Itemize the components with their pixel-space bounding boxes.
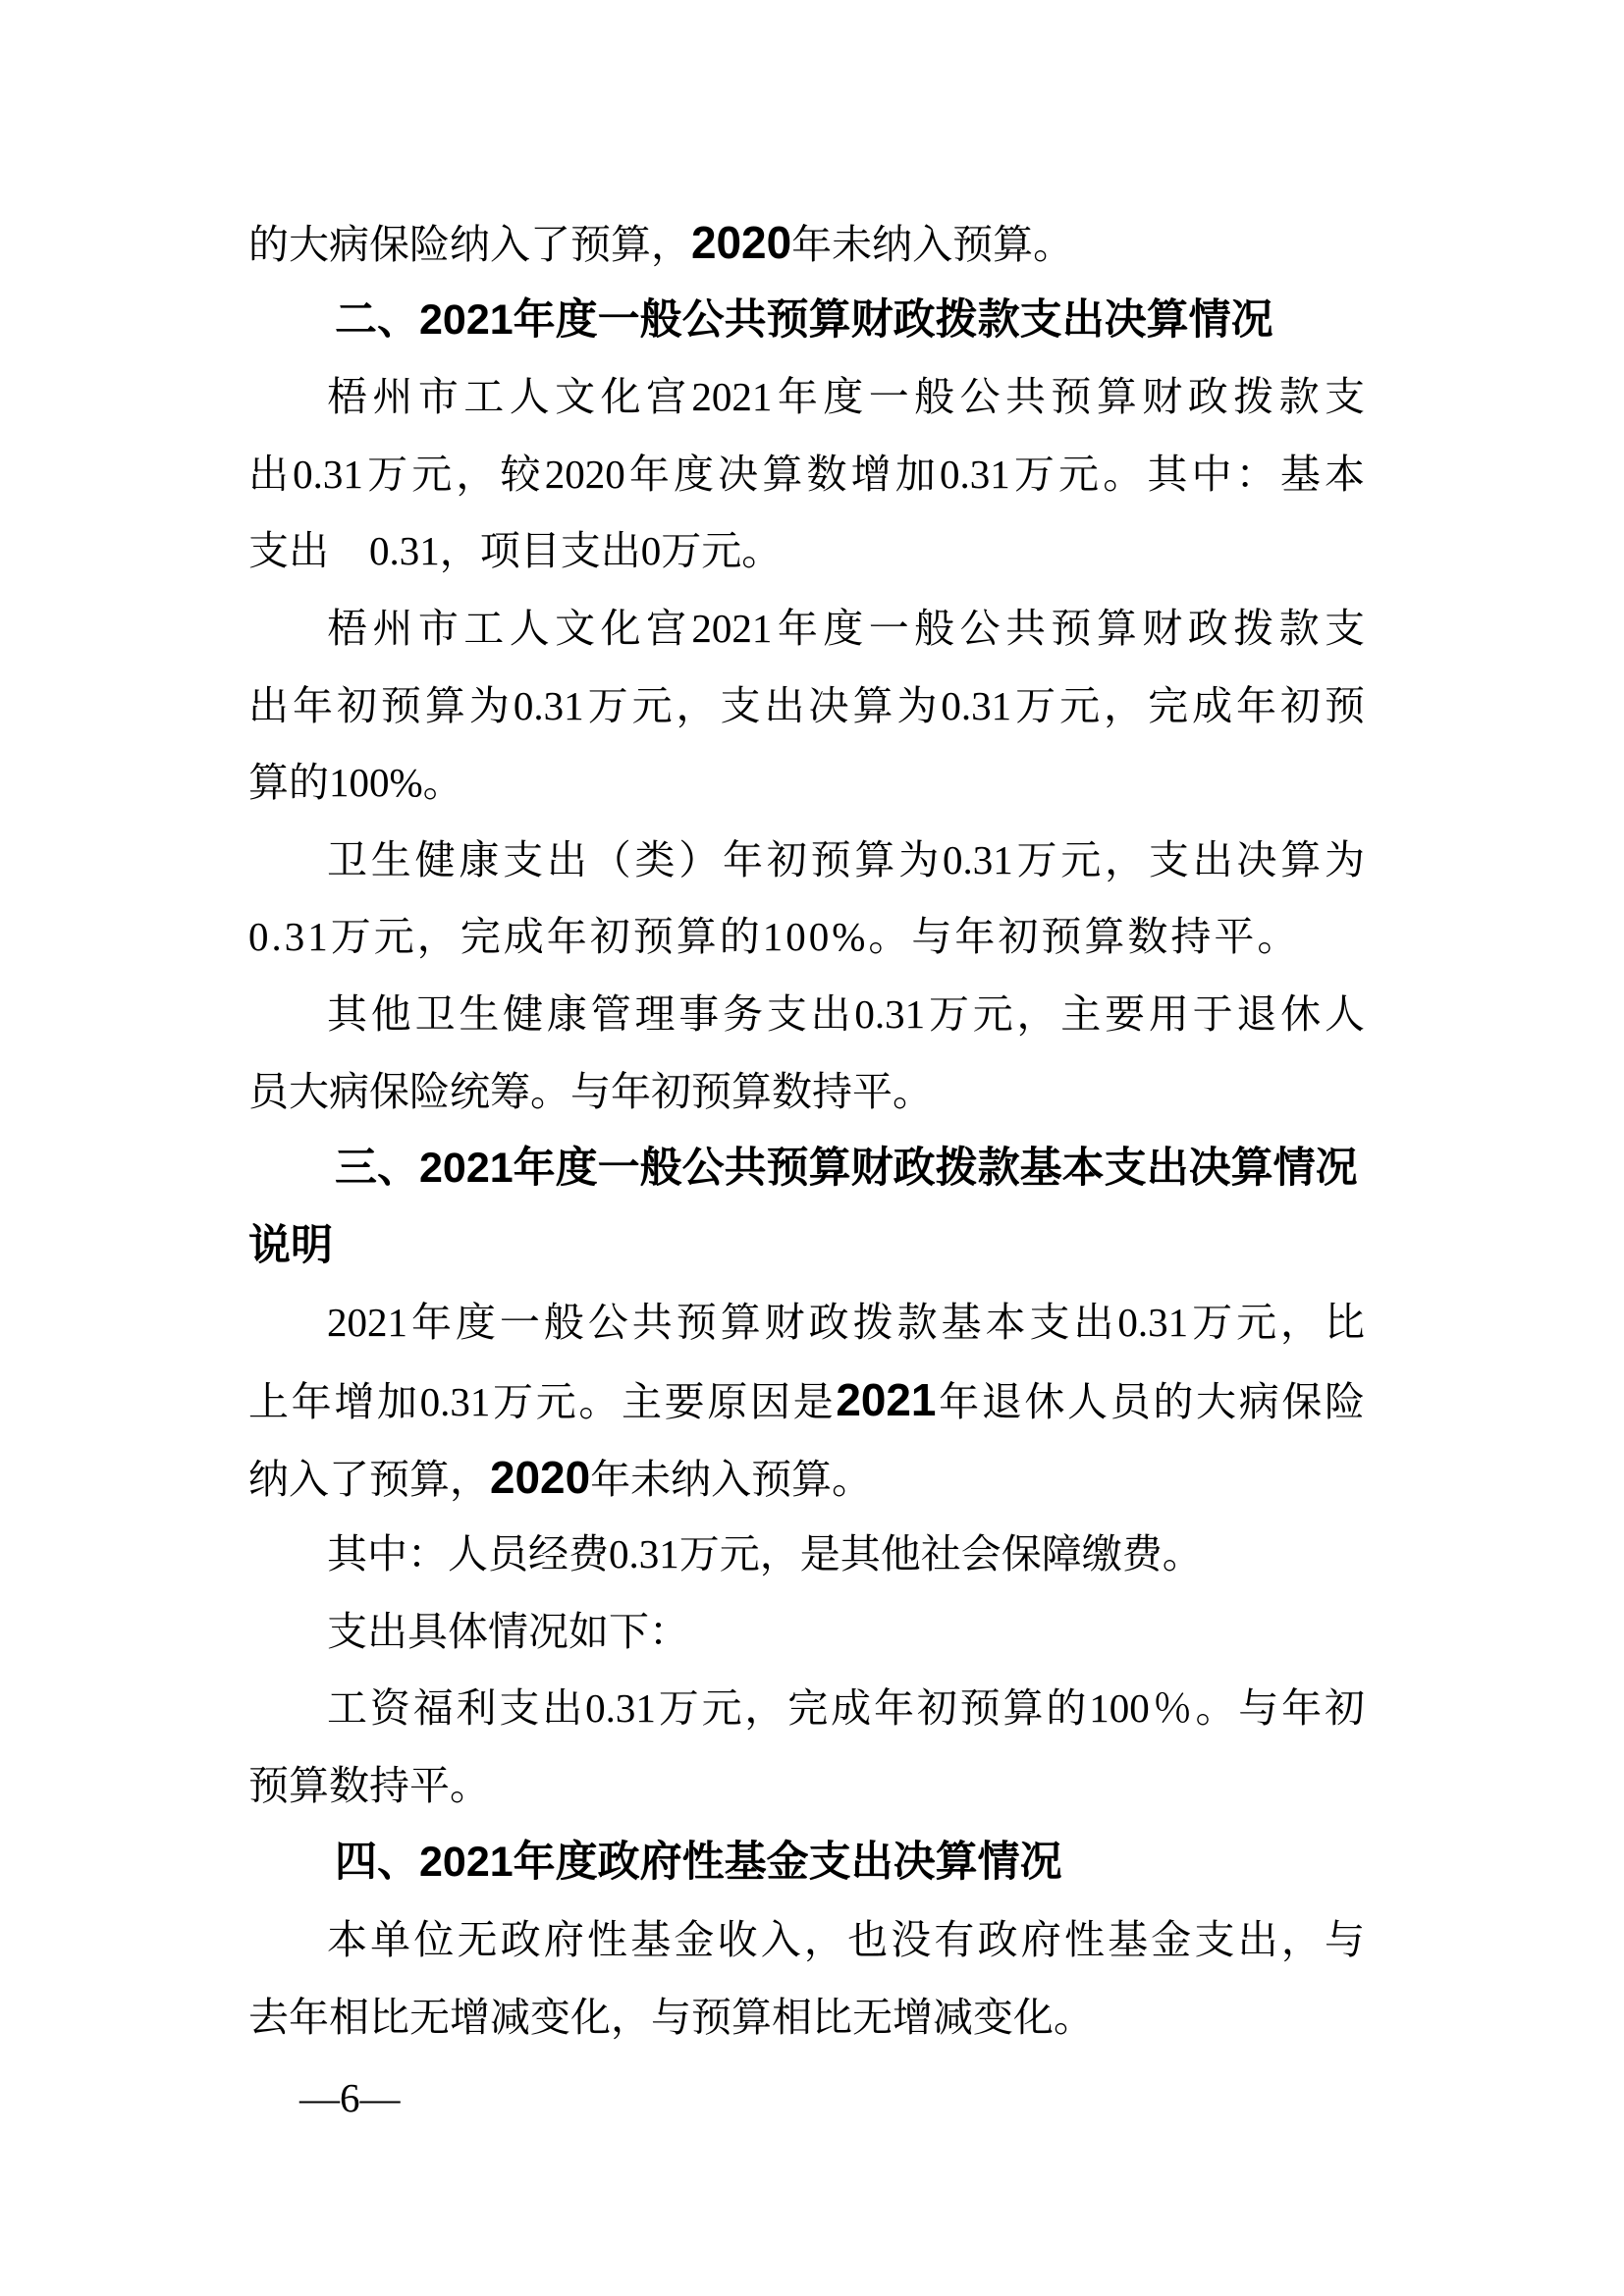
text-segment: 卫生健康支出（类）年初预算为0.31万元，支出决算为: [327, 836, 1365, 882]
heading-text: 二、2021年度一般公共预算财政拨款支出决算情况: [335, 295, 1273, 344]
text-segment: 0.31万元，完成年初预算的100%。与年初预算数持平。: [248, 914, 1301, 960]
text-segment: 算的100%。: [248, 760, 463, 806]
text-segment: 的大病保险纳入了预算，: [248, 222, 691, 267]
text-segment: 其中：人员经费0.31万元，是其他社会保障缴费。: [327, 1531, 1203, 1577]
text-segment: 去年相比无增减变化，与预算相比无增减变化。: [248, 1994, 1094, 2040]
paragraph-line: [248, 744, 1365, 822]
bold-year-segment: 2021: [836, 1373, 937, 1425]
text-segment: 年未纳入预算。: [791, 222, 1074, 267]
bold-year-segment: 2020: [490, 1451, 591, 1503]
text-segment: 本单位无政府性基金收入，也没有政府性基金支出，与: [327, 1917, 1365, 1963]
paragraph-line: [248, 204, 1365, 282]
text-segment: 上年增加0.31万元。主要原因是: [248, 1378, 837, 1424]
paragraph-line: [248, 512, 1365, 590]
paragraph-line: [248, 822, 1365, 899]
heading-text: 四、2021年度政府性基金支出决算情况: [335, 1839, 1062, 1887]
section-heading-2: [248, 282, 1365, 359]
paragraph-line: [248, 667, 1365, 745]
paragraph-line: [248, 1901, 1365, 1979]
text-segment: 梧州市工人文化宫2021年度一般公共预算财政拨款支: [327, 605, 1365, 651]
page-number-text: —6—: [299, 2075, 401, 2120]
paragraph-line: [248, 1284, 1365, 1362]
text-segment: 纳入了预算，: [248, 1456, 490, 1502]
paragraph-line: [248, 1747, 1365, 1825]
paragraph-line: [248, 898, 1365, 976]
text-segment: 梧州市工人文化宫2021年度一般公共预算财政拨款支: [327, 374, 1365, 420]
text-segment: 2021年度一般公共预算财政拨款基本支出0.31万元，比: [327, 1300, 1365, 1346]
heading-text: 说明: [248, 1221, 333, 1269]
section-heading-3: [248, 1130, 1365, 1207]
paragraph-line: [248, 358, 1365, 436]
text-segment: 出年初预算为0.31万元，支出决算为0.31万元，完成年初预: [248, 682, 1365, 728]
text-segment: 支出 0.31，项目支出0万元。: [248, 528, 783, 574]
paragraph-line: [248, 1362, 1365, 1439]
paragraph-line: [248, 1516, 1365, 1593]
text-segment: 支出具体情况如下：: [327, 1608, 689, 1654]
text-segment: 出0.31万元，较2020年度决算数增加0.31万元。其中：基本: [248, 451, 1365, 497]
paragraph-line: [248, 436, 1365, 513]
section-heading-3-continuation: [248, 1207, 1365, 1285]
text-block: [248, 204, 1365, 2056]
paragraph-line: [248, 1670, 1365, 1747]
section-heading-4: [248, 1824, 1365, 1901]
bold-year-segment: 2020: [691, 217, 792, 268]
heading-text: 三、2021年度一般公共预算财政拨款基本支出决算情况: [335, 1145, 1358, 1193]
paragraph-line: [248, 1593, 1365, 1671]
paragraph-line: [248, 1439, 1365, 1517]
text-segment: 其他卫生健康管理事务支出0.31万元，主要用于退休人: [327, 990, 1365, 1037]
paragraph-line: [248, 976, 1365, 1053]
paragraph-line: [248, 1979, 1365, 2056]
page-number: [299, 2073, 401, 2122]
text-segment: 年未纳入预算。: [590, 1456, 873, 1502]
text-segment: 年退休人员的大病保险: [936, 1378, 1366, 1424]
paragraph-line: [248, 1053, 1365, 1131]
paragraph-line: [248, 590, 1365, 667]
text-segment: 预算数持平。: [248, 1762, 490, 1808]
text-segment: 员大病保险统筹。与年初预算数持平。: [248, 1068, 933, 1114]
text-segment: 工资福利支出0.31万元，完成年初预算的100％。与年初: [327, 1685, 1365, 1732]
